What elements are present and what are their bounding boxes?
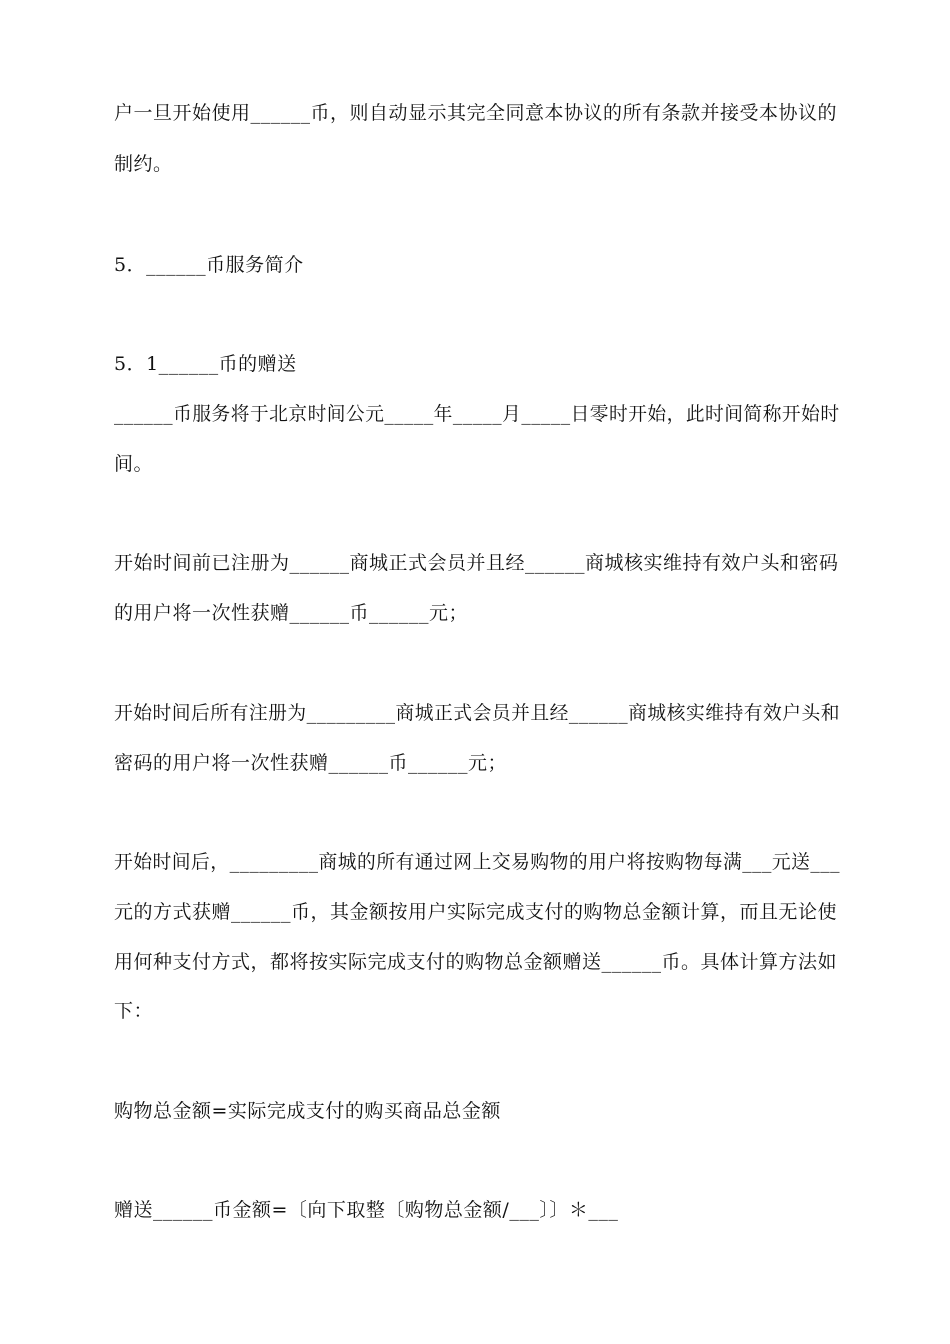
paragraph-line: 密码的用户将一次性获赠______币______元； — [114, 752, 508, 774]
paragraph-line: 下： — [114, 1000, 154, 1022]
subsection-heading: 5．1______币的赠送 — [114, 353, 297, 375]
formula-line: 购物总金额=实际完成支付的购买商品总金额 — [114, 1100, 501, 1122]
paragraph-line: 开始时间后，_________商城的所有通过网上交易购物的用户将按购物每满___元送___ — [114, 851, 841, 873]
paragraph-line: 元的方式获赠______币，其金额按用户实际完成支付的购物总金额计算，而且无论使 — [114, 901, 838, 923]
paragraph-line: 用何种支付方式，都将按实际完成支付的购物总金额赠送______币。具体计算方法如 — [114, 951, 838, 973]
paragraph-line: 的用户将一次性获赠______币______元； — [114, 602, 469, 624]
paragraph-line: 间。 — [114, 453, 154, 475]
paragraph-line: 开始时间前已注册为______商城正式会员并且经______商城核实维持有效户头和密码 — [114, 552, 839, 574]
paragraph-line: 户一旦开始使用______币，则自动显示其完全同意本协议的所有条款并接受本协议的 — [114, 102, 838, 124]
formula-line: 赠送______币金额=〔向下取整〔购物总金额/___〕〕＊___ — [114, 1199, 619, 1221]
paragraph-line: ______币服务将于北京时间公元_____年_____月_____日零时开始，此时间简称开始时 — [114, 403, 840, 425]
paragraph-line: 制约。 — [114, 153, 173, 175]
section-heading: 5．______币服务简介 — [114, 254, 304, 276]
paragraph-line: 开始时间后所有注册为_________商城正式会员并且经______商城核实维持有效户头和 — [114, 702, 841, 724]
